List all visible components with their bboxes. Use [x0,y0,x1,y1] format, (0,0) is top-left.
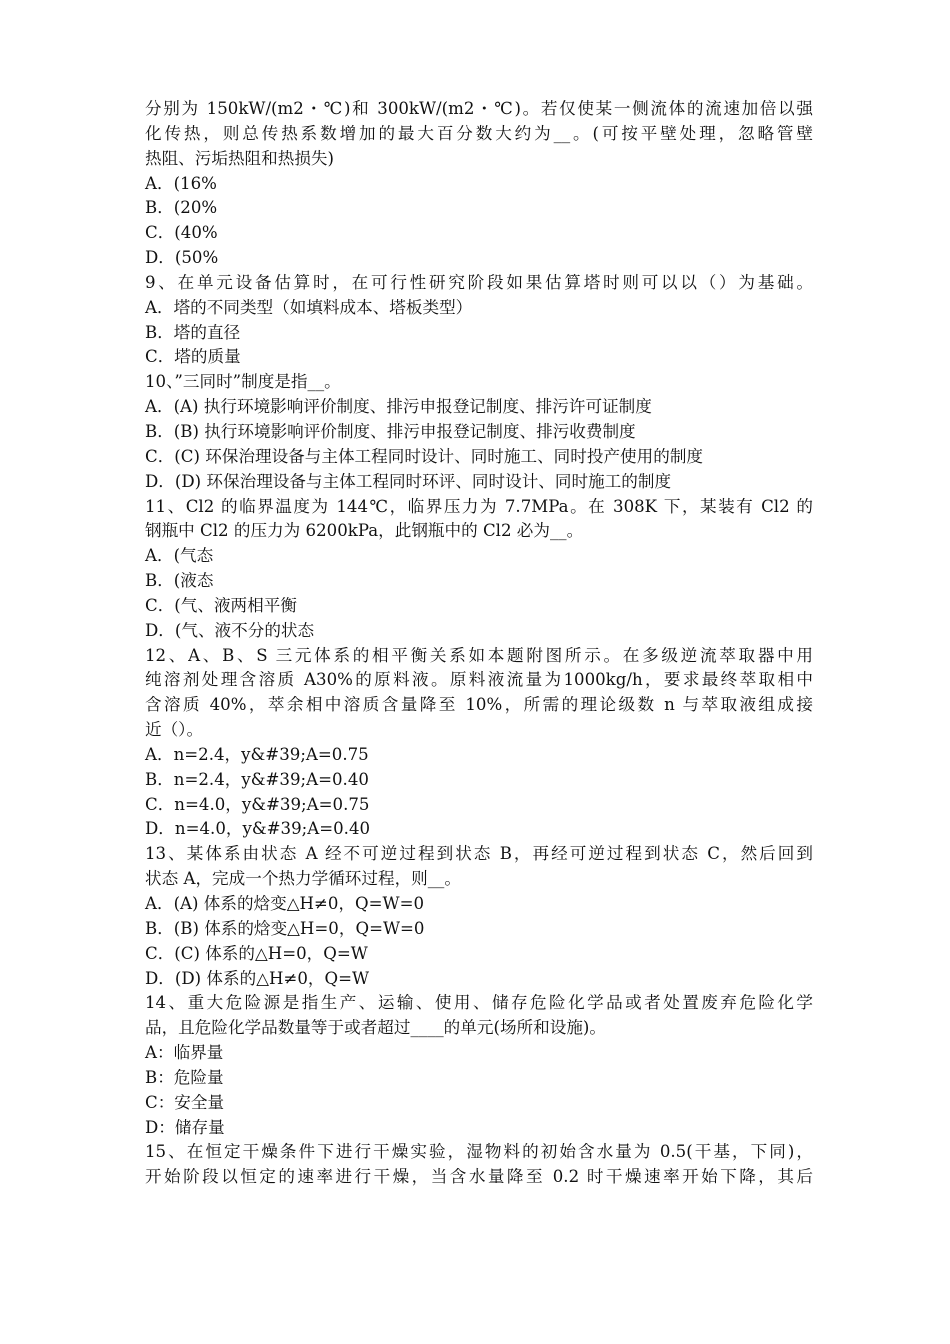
text-line: 15、在恒定干燥条件下进行干燥实验，湿物料的初始含水量为 0.5(干基，下同)， [145,1142,813,1162]
text-line: C．塔的质量 [145,347,241,367]
text-line: A．(A) 执行环境影响评价制度、排污申报登记制度、排污许可证制度 [145,397,652,417]
text-line: C．(气、液两相平衡 [145,595,297,615]
text-line: 钢瓶中 Cl2 的压力为 6200kPa，此钢瓶中的 Cl2 必为__。 [145,521,584,541]
text-line: 12、A、B、S 三元体系的相平衡关系如本题附图所示。在多级逆流萃取器中用 [145,645,813,665]
text-line: B．(液态 [145,571,214,591]
text-line: D．(气、液不分的状态 [145,620,315,640]
text-line: D．(50% [145,248,219,268]
text-line: A．(16% [145,173,217,193]
text-line: D．(D) 环保治理设备与主体工程同时环评、同时设计、同时施工的制度 [145,471,672,491]
text-line: C．(C) 体系的△H=0，Q=W [145,943,368,963]
text-line: C．n=4.0，y&#39;A=0.75 [145,794,370,814]
text-line: 10、”三同时”制度是指__。 [145,372,341,392]
text-line: B．n=2.4，y&#39;A=0.40 [145,769,369,789]
text-line: B．(B) 体系的焓变△H=0，Q=W=0 [145,918,425,938]
text-line: 热阻、污垢热阻和热损失) [145,148,335,168]
text-line: 9、在单元设备估算时，在可行性研究阶段如果估算塔时则可以以（）为基础。 [145,272,813,292]
text-line: C．(40% [145,223,218,243]
text-line: 分别为 150kW/(m2・℃)和 300kW/(m2・℃)。若仅使某一侧流体的流速加倍以强 [145,99,813,118]
text-line: B．(20% [145,198,218,218]
text-line: B．(B) 执行环境影响评价制度、排污申报登记制度、排污收费制度 [145,421,636,441]
text-line: C：安全量 [145,1092,225,1112]
text-line: A．塔的不同类型（如填料成本、塔板类型） [145,297,473,317]
text-line: 13、某体系由状态 A 经不可逆过程到状态 B，再经可逆过程到状态 C，然后回到 [145,844,813,864]
text-line: D．n=4.0，y&#39;A=0.40 [145,819,371,839]
text-line: 品，且危险化学品数量等于或者超过____的单元(场所和设施)。 [145,1018,606,1038]
text-line: 11、Cl2 的临界温度为 144℃，临界压力为 7.7MPa。在 308K 下，某装有 Cl2 的 [145,496,813,516]
text-line: D：储存量 [145,1117,225,1137]
text-line: A．(气态 [145,546,214,566]
text-line: D．(D) 体系的△H≠0，Q=W [145,968,370,988]
text-line: 含溶质 40%，萃余相中溶质含量降至 10%，所需的理论级数 n 与萃取液组成接 [145,695,813,715]
document-body [145,97,813,1190]
text-line: 近（）。 [145,720,204,740]
text-line: 状态 A，完成一个热力学循环过程，则__。 [145,869,461,889]
text-line: B．塔的直径 [145,322,241,342]
text-line: 14、重大危险源是指生产、运输、使用、储存危险化学品或者处置废弃危险化学 [145,993,813,1013]
text-line: 开始阶段以恒定的速率进行干燥，当含水量降至 0.2 时干燥速率开始下降，其后 [145,1167,813,1187]
text-line: 纯溶剂处理含溶质 A30%的原料液。原料液流量为1000kg/h，要求最终萃取相中 [145,670,813,690]
text-line: 化传热，则总传热系数增加的最大百分数大约为__。(可按平壁处理，忽略管壁 [145,123,813,143]
text-line: A：临界量 [145,1043,224,1063]
text-line: B：危险量 [145,1067,224,1087]
text-line: C．(C) 环保治理设备与主体工程同时设计、同时施工、同时投产使用的制度 [145,446,704,466]
text-line: A．(A) 体系的焓变△H≠0，Q=W=0 [145,894,425,913]
text-line: A．n=2.4，y&#39;A=0.75 [145,744,369,764]
